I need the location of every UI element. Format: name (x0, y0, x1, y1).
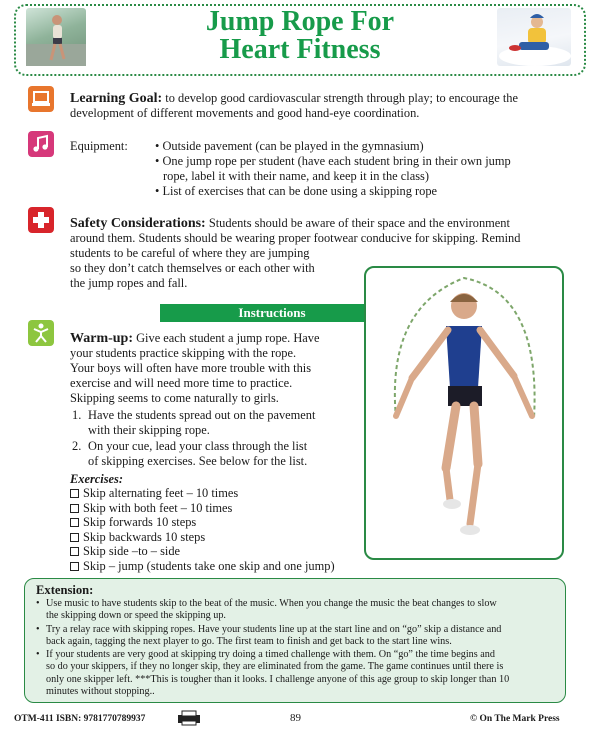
exercises-heading: Exercises: (70, 472, 123, 486)
title-line-1: Jump Rope For (205, 6, 395, 37)
exercises-list (70, 486, 335, 574)
list-item: Skip with both feet – 10 times (70, 501, 335, 516)
instructions-label: Instructions (160, 304, 384, 322)
warmup-paragraph: Warm-up: Give each student a jump rope. Have your students practice skipping with the rope. Your boys will often have more trouble with this exercise and will need more time to practice. Skipping seems to come naturally to girls. (70, 331, 320, 405)
page-number: 89 (290, 712, 301, 724)
list-item: Skip forwards 10 steps (70, 515, 335, 530)
red-cross-icon (28, 207, 54, 233)
laptop-icon (28, 86, 54, 112)
checkbox-icon (70, 533, 79, 542)
list-item: Skip side –to – side (70, 544, 335, 559)
list-item: Skip backwards 10 steps (70, 530, 335, 545)
list-item: • One jump rope per student (have each student bring in their own jump rope, label it with their name, and keep it in the class) (155, 154, 511, 183)
photo-girl-skipping-rope (364, 266, 564, 560)
learning-goal-paragraph (70, 91, 570, 121)
printer-icon (176, 710, 202, 729)
music-note-icon (28, 131, 54, 157)
list-item: • Outside pavement (can be played in the gymnasium) (155, 139, 424, 153)
checkbox-icon (70, 562, 79, 571)
list-item: Skip – jump (students take one skip and one jump) (70, 559, 335, 574)
warmup-heading: Warm-up: (70, 331, 133, 346)
title-line-2: Heart Fitness (219, 34, 381, 65)
extension-list (36, 598, 558, 699)
list-item: Skip alternating feet – 10 times (70, 486, 335, 501)
list-item: • List of exercises that can be done using a skipping rope (155, 184, 438, 198)
list-item: • Use music to have students skip to the beat of the music. When you change the music the beat changes to slow the skipping down or speed the skipping up. (36, 598, 558, 623)
checkbox-icon (70, 489, 79, 498)
footer-code: OTM-411 ISBN: 9781770789937 (14, 714, 146, 724)
learning-goal-text-2: development of different movements and good hand-eye coordination. (70, 106, 420, 120)
warmup-steps (72, 408, 362, 469)
checkbox-icon (70, 518, 79, 527)
list-item: • If your students are very good at skipping try doing a timed challenge with them. On “go” the time begins and so do your skippers, if they no longer skip, they are eliminated from the game. The game continues until there is only one skipper left. ***This is tougher than it looks. I challenge anyone of this age group to skip longer than 10 minutes without stopping.. (36, 649, 558, 698)
safety-heading: Safety Considerations: (70, 216, 206, 231)
equipment-heading: Equipment: (70, 139, 128, 153)
list-item: 2. On your cue, lead your class through the list of skipping exercises. See below for the list. (72, 439, 308, 468)
safety-paragraph: Safety Considerations: Students should be aware of their space and the environment around them. Students should be wearing proper footwear conducive for skipping. Remind students to be careful of where they are jumping so they don’t catch themselves or each other with the jump ropes and fall. (70, 216, 521, 290)
list-item: 1. Have the students spread out on the pavement with their skipping rope. (72, 408, 316, 437)
equipment-list (155, 139, 575, 199)
list-item: • Try a relay race with skipping ropes. Have your students line up at the start line and on “go” skip a distance and back again, tagging the next player to go. The first team to finish and get back to the start line wins. (36, 624, 558, 649)
stick-figure-icon (28, 320, 54, 346)
checkbox-icon (70, 504, 79, 513)
learning-goal-text: to develop good cardiovascular strength through play; to encourage the (165, 91, 518, 105)
extension-heading: Extension: (36, 583, 94, 597)
learning-goal-heading: Learning Goal: (70, 91, 163, 106)
footer-publisher: © On The Mark Press (470, 714, 560, 724)
photo-child-in-snow (497, 8, 571, 66)
checkbox-icon (70, 547, 79, 556)
